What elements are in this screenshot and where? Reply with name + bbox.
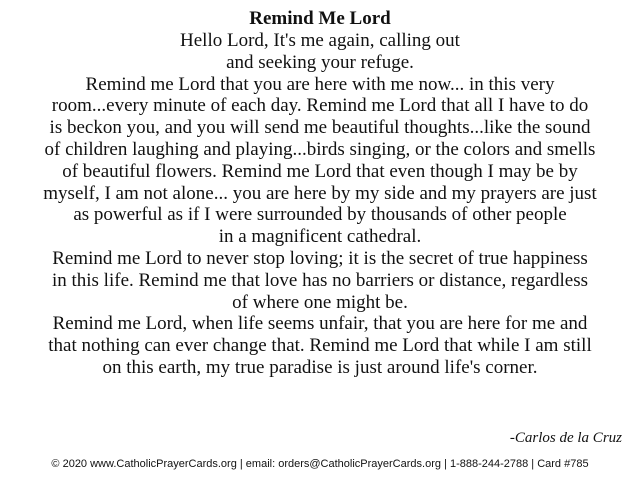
prayer-line: in a magnificent cathedral. (218, 226, 422, 248)
prayer-line: and seeking your refuge. (226, 51, 414, 73)
prayer-line: is beckon you, and you will send me beautiful thoughts...like the sound (49, 117, 591, 139)
prayer-line: Hello Lord, It's me again, calling out (180, 30, 460, 51)
author-attribution: -Carlos de la Cruz (509, 430, 622, 446)
prayer-line: myself, I am not alone... you are here by my side and my prayers are just (43, 182, 597, 204)
prayer-line: Remind me Lord that you are here with me now... in this very (85, 73, 555, 95)
prayer-line: as powerful as if I were surrounded by thousands of other people (73, 204, 567, 226)
prayer-line: in this life. Remind me that love has no barriers or distance, regardless (51, 269, 589, 291)
prayer-line: room...every minute of each day. Remind me Lord that all I have to do (51, 95, 589, 117)
copyright-footer: © 2020 www.CatholicPrayerCards.org | email: orders@CatholicPrayerCards.org | 1-888-244-2788 | Card #785 (51, 458, 589, 470)
prayer-line: Remind me Lord, when life seems unfair, that you are here for me and (52, 313, 588, 335)
prayer-line: of where one might be. (232, 291, 408, 313)
prayer-line: of beautiful flowers. Remind me Lord that even though I may be by (62, 160, 578, 182)
prayer-line: of children laughing and playing...birds singing, or the colors and smells (44, 138, 596, 160)
prayer-line: that nothing can ever change that. Remind me Lord that while I am still (48, 335, 592, 357)
prayer-title: Remind Me Lord (249, 8, 391, 29)
prayer-line: Remind me Lord to never stop loving; it is the secret of true happiness (52, 247, 588, 269)
prayer-line: on this earth, my true paradise is just around life's corner. (102, 356, 538, 378)
prayer-body (14, 30, 626, 379)
